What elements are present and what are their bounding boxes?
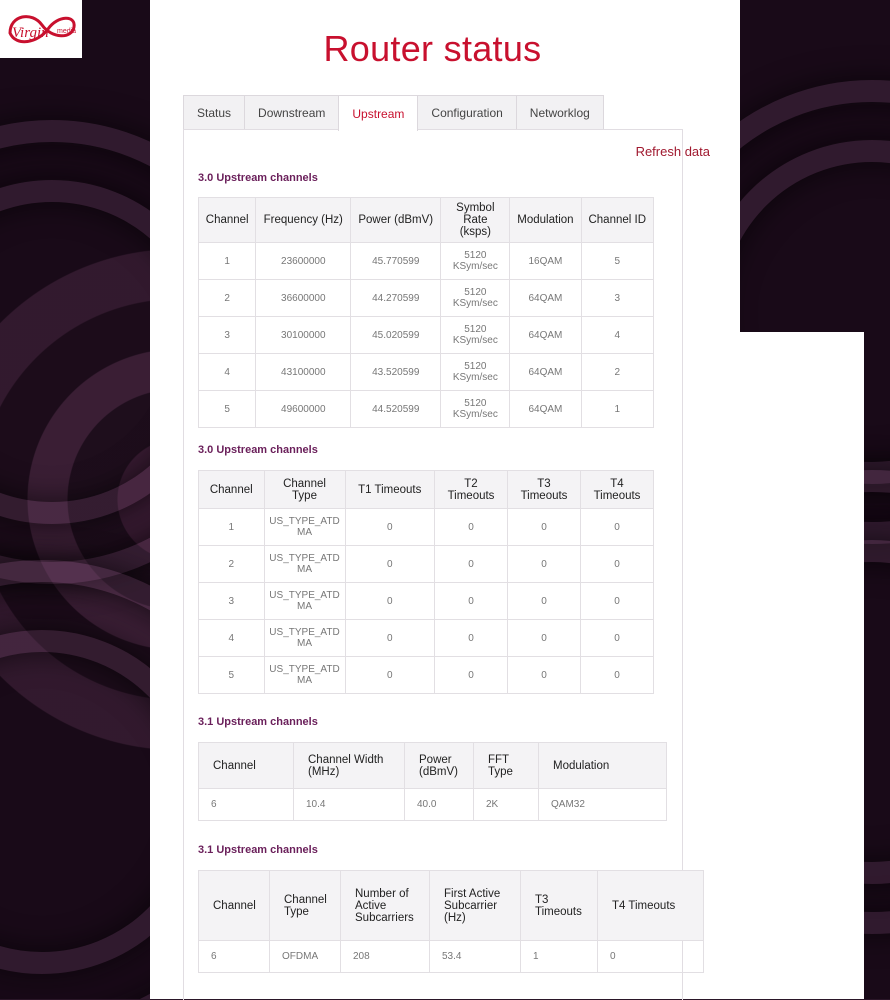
table-cell: 2K [474,789,539,821]
table-cell: 0 [435,546,508,583]
tab-bar [183,95,603,131]
table-cell: 0 [435,657,508,694]
page-title: Router status [323,28,542,69]
table-row [199,546,654,583]
table-row [199,354,654,391]
column-header: Channel [199,743,294,789]
column-header: Channel Type [270,871,341,941]
table-cell: 0 [345,509,435,546]
column-header: Modulation [539,743,667,789]
table-cell: 43.520599 [351,354,441,391]
table-cell: 5120 KSym/sec [441,243,510,280]
table-cell: 0 [508,509,581,546]
table-header-row [199,871,704,941]
table-cell: 0 [345,657,435,694]
table-cell: 0 [508,657,581,694]
table-cell: 3 [199,583,265,620]
refresh-data-link[interactable]: Refresh data [635,144,710,159]
table-cell: 36600000 [256,280,351,317]
table-row [199,243,654,280]
table-cell: 5120 KSym/sec [441,280,510,317]
table-row [199,280,654,317]
table-cell: 0 [581,583,654,620]
table-cell: 0 [581,546,654,583]
section-title-4: 3.1 Upstream channels [198,844,318,856]
table-cell: 23600000 [256,243,351,280]
section-title-3: 3.1 Upstream channels [198,716,318,728]
table-cell: 5 [581,243,654,280]
table-cell: OFDMA [270,941,341,973]
upstream-31-ofdma-table [198,870,704,973]
table-cell: 64QAM [510,317,581,354]
table-header-row [199,743,667,789]
panel-extension [740,332,864,999]
table-header-row [199,471,654,509]
table-cell: 0 [435,509,508,546]
column-header: T4 Timeouts [598,871,704,941]
table-cell: 44.520599 [351,391,441,428]
virgin-media-logo-icon [2,3,80,55]
table-cell: 64QAM [510,280,581,317]
table-cell: US_TYPE_ATDMA [264,583,345,620]
column-header: First Active Subcarrier (Hz) [430,871,521,941]
table-cell: 5120 KSym/sec [441,317,510,354]
table-cell: 5 [199,391,256,428]
table-cell: US_TYPE_ATDMA [264,509,345,546]
table-cell: 4 [199,354,256,391]
column-header: Power (dBmV) [351,198,441,243]
table-row [199,583,654,620]
table-cell: 4 [199,620,265,657]
column-header: Number of Active Subcarriers [341,871,430,941]
logo-wordmark: Virgin [12,25,49,41]
table-row [199,657,654,694]
tab-upstream[interactable]: Upstream [338,95,418,131]
table-cell: 16QAM [510,243,581,280]
table-cell: 5120 KSym/sec [441,391,510,428]
table-cell: 1 [581,391,654,428]
main-panel [150,0,740,999]
table-cell: 2 [581,354,654,391]
table-cell: 3 [581,280,654,317]
table-row [199,620,654,657]
table-cell: US_TYPE_ATDMA [264,620,345,657]
logo-media-text: media [57,28,77,35]
table-cell: 1 [521,941,598,973]
table-row [199,391,654,428]
table-cell: 10.4 [294,789,405,821]
table-cell: 5 [199,657,265,694]
column-header: Channel [199,198,256,243]
table-row [199,941,704,973]
table-row [199,789,667,821]
table-cell: 49600000 [256,391,351,428]
column-header: T4 Timeouts [581,471,654,509]
table-cell: 45.770599 [351,243,441,280]
table-cell: 4 [581,317,654,354]
table-cell: 0 [581,657,654,694]
table-row [199,509,654,546]
table-cell: 5120 KSym/sec [441,354,510,391]
section-title-1: 3.0 Upstream channels [198,172,318,184]
table-cell: 2 [199,280,256,317]
table-cell: 45.020599 [351,317,441,354]
table-cell: 0 [508,546,581,583]
table-cell: 0 [435,620,508,657]
table-row [199,317,654,354]
tab-configuration[interactable]: Configuration [417,95,516,130]
column-header: Symbol Rate (ksps) [441,198,510,243]
table-cell: 64QAM [510,391,581,428]
table-cell: 1 [199,509,265,546]
column-header: FFT Type [474,743,539,789]
column-header: T3 Timeouts [508,471,581,509]
column-header: T1 Timeouts [345,471,435,509]
tab-status[interactable]: Status [183,95,245,130]
table-cell: 44.270599 [351,280,441,317]
table-cell: 6 [199,941,270,973]
upstream-30-timeouts-table [198,470,654,694]
column-header: Channel Type [264,471,345,509]
virgin-media-logo[interactable] [0,0,82,58]
column-header: Modulation [510,198,581,243]
table-cell: 64QAM [510,354,581,391]
table-cell: 0 [435,583,508,620]
upstream-30-table [198,197,654,428]
column-header: Channel Width (MHz) [294,743,405,789]
column-header: Power (dBmV) [405,743,474,789]
table-cell: 53.4 [430,941,521,973]
column-header: T2 Timeouts [435,471,508,509]
table-cell: 2 [199,546,265,583]
table-cell: 0 [508,620,581,657]
table-cell: 0 [581,620,654,657]
table-cell: 0 [345,620,435,657]
section-title-2: 3.0 Upstream channels [198,444,318,456]
table-cell: 0 [508,583,581,620]
table-cell: 30100000 [256,317,351,354]
table-cell: QAM32 [539,789,667,821]
table-cell: US_TYPE_ATDMA [264,546,345,583]
table-cell: 0 [581,509,654,546]
table-cell: 6 [199,789,294,821]
table-cell: 0 [345,546,435,583]
column-header: Channel ID [581,198,654,243]
tab-networklog[interactable]: Networklog [516,95,604,130]
table-cell: 1 [199,243,256,280]
tab-downstream[interactable]: Downstream [244,95,339,130]
column-header: T3 Timeouts [521,871,598,941]
table-cell: 40.0 [405,789,474,821]
upstream-31-table [198,742,667,821]
table-cell: 43100000 [256,354,351,391]
table-cell: US_TYPE_ATDMA [264,657,345,694]
table-cell: 3 [199,317,256,354]
column-header: Channel [199,471,265,509]
table-header-row [199,198,654,243]
table-cell: 0 [598,941,704,973]
table-cell: 0 [345,583,435,620]
column-header: Frequency (Hz) [256,198,351,243]
column-header: Channel [199,871,270,941]
table-cell: 208 [341,941,430,973]
